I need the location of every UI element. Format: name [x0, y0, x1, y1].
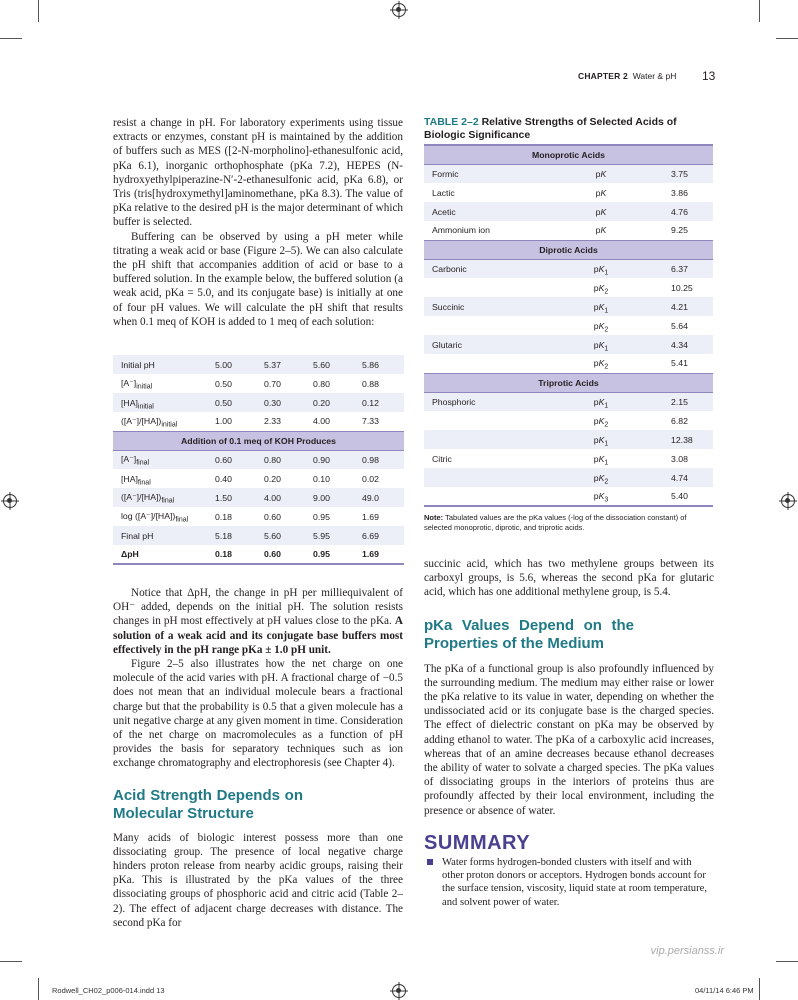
pk-label: $pK_2$ [539, 278, 663, 297]
table-row [113, 393, 404, 412]
bullet-square-icon [427, 859, 433, 865]
pk-value: 4.74 [663, 468, 713, 487]
table-label: TABLE 2–2 [424, 116, 479, 128]
paragraph: Figure 2–5 also illustrates how the net charge on one molecule of the acid varies with pH. A fractional charge of −0.5 does not mean that an individual molecule bears a fractional charge but that the probability is 0.5 that a given molecule has a unit negative charge at any given moment in time. Consideration of the net charge on macromolecules as a function of pH provides the basis for separatory techniques such as ion exchange chromatography and electrophoresis (see Chapter 4). [113, 658, 403, 770]
pk-label: $pK_2$ [539, 411, 663, 430]
table-cell: 5.00 [207, 355, 256, 374]
table-cell: 5.18 [207, 526, 256, 545]
pk-value: 4.34 [663, 335, 713, 354]
pk-label: $pK_1$ [539, 430, 663, 449]
pk-value: 6.82 [663, 411, 713, 430]
table-cell: 0.50 [207, 374, 256, 393]
paragraph: Many acids of biologic interest possess more than one dissociating group. The presence of local negative charge hinders proton release from nearby acidic groups, raising their pKa. This is illustrated by the pKa values of the three dissociating groups of phosphoric acid and citric acid (Table 2–2). The effect of adjacent charge decreases with distance. The second pKa for [113, 831, 403, 929]
table-row [424, 335, 713, 354]
table-row [113, 450, 404, 469]
acid-name: Carbonic [424, 259, 539, 278]
pk-value: 4.21 [663, 297, 713, 316]
acid-name: Formic [424, 164, 539, 183]
table-row [424, 487, 713, 506]
summary-heading: SUMMARY [424, 831, 531, 854]
table-cell: 0.18 [207, 545, 256, 564]
acid-strength-table [424, 144, 713, 507]
acid-name [424, 468, 539, 487]
table-cell: 1.69 [354, 545, 404, 564]
pk-label: $pK_3$ [539, 487, 663, 506]
table-row [424, 430, 713, 449]
acid-name [424, 411, 539, 430]
pk-value: 3.86 [663, 183, 713, 202]
row-label: $[HA]_{final}$ [113, 469, 207, 488]
table-cell: 49.0 [354, 488, 404, 507]
crop-mark [38, 0, 39, 22]
table-cell: 6.69 [354, 526, 404, 545]
row-label: $([A^-]/[HA])_{final}$ [113, 488, 207, 507]
acid-name: Glutaric [424, 335, 539, 354]
acid-name: Lactic [424, 183, 539, 202]
table-cell: 0.60 [256, 545, 305, 564]
pk-value: 2.15 [663, 392, 713, 411]
table-row [424, 354, 713, 373]
table-row [424, 259, 713, 278]
table-cell: 0.30 [256, 393, 305, 412]
pk-value: 10.25 [663, 278, 713, 297]
table-row [424, 297, 713, 316]
chapter-label: CHAPTER 2 [578, 71, 628, 81]
table-cell: 4.00 [256, 488, 305, 507]
pk-value: 5.40 [663, 487, 713, 506]
pk-value: 3.08 [663, 449, 713, 468]
table-cell: 0.18 [207, 507, 256, 526]
table-cell: 2.33 [256, 412, 305, 431]
table-cell: 7.33 [354, 412, 404, 431]
pk-value: 6.37 [663, 259, 713, 278]
crop-mark [38, 978, 39, 1000]
table-2-2-title [424, 116, 714, 142]
table-cell: 0.98 [354, 450, 404, 469]
pk-label: pK [539, 202, 663, 221]
table-cell: 0.12 [354, 393, 404, 412]
table-row [113, 469, 404, 488]
table-cell: 5.60 [305, 355, 354, 374]
acid-name [424, 487, 539, 506]
pk-label: pK [539, 221, 663, 240]
table-cell: 0.60 [207, 450, 256, 469]
crop-mark [759, 978, 760, 1000]
pk-label: $pK_2$ [539, 316, 663, 335]
pk-label: $pK_1$ [539, 335, 663, 354]
right-column [424, 557, 714, 909]
table-row [424, 316, 713, 335]
table-row [424, 221, 713, 240]
pk-label: $pK_1$ [539, 392, 663, 411]
pk-label: $pK_1$ [539, 259, 663, 278]
note-label: Note: [424, 513, 444, 522]
table-row [113, 355, 404, 374]
table-title-text: Relative Strengths of Selected Acids of Biologic Significance [424, 116, 677, 141]
crop-mark [776, 38, 798, 39]
table-cell: 9.00 [305, 488, 354, 507]
paragraph: succinic acid, which has two methylene groups between its carboxyl groups, is 5.6, whereas the second pKa for glutaric acid, which has one additional methylene group, is 5.4. [424, 558, 714, 599]
row-label: $([A^-]/[HA])_{initial}$ [113, 412, 207, 431]
table-cell: 0.60 [256, 507, 305, 526]
pk-value: 3.75 [663, 164, 713, 183]
registration-mark-icon [3, 494, 17, 508]
running-head [578, 71, 676, 81]
crop-mark [0, 961, 22, 962]
table-cell: 0.95 [305, 507, 354, 526]
paragraph: Buffering can be observed by using a pH meter while titrating a weak acid or base (Figure 2–5). We can also calculate the pH shift that accompanies addition of acid or base to a buffered solution. In the example below, the buffered solution (a weak acid, pKa = 5.0, and its conjugate base) is initially at one of four pH values. We will calculate the pH shift that results when 0.1 meq of KOH is added to 1 meq of each solution: [113, 230, 403, 328]
table-cell: 0.20 [305, 393, 354, 412]
table-row [113, 507, 404, 526]
table-row [113, 412, 404, 431]
table-cell: 5.95 [305, 526, 354, 545]
crop-mark [0, 38, 22, 39]
acid-name: Succinic [424, 297, 539, 316]
table-row [424, 164, 713, 183]
row-label: Initial pH [113, 355, 207, 374]
table-cell: 4.00 [305, 412, 354, 431]
table-cell: 0.88 [354, 374, 404, 393]
table-row [113, 488, 404, 507]
table-row [424, 449, 713, 468]
table-cell: 5.60 [256, 526, 305, 545]
pk-label: $pK_1$ [539, 297, 663, 316]
acid-name [424, 278, 539, 297]
table-cell: 0.10 [305, 469, 354, 488]
acid-name [424, 430, 539, 449]
registration-mark-icon [392, 984, 406, 998]
table-cell: 0.95 [305, 545, 354, 564]
crop-mark [759, 0, 760, 22]
pk-label: $pK_2$ [539, 468, 663, 487]
row-label: Final pH [113, 526, 207, 545]
page-number: 13 [702, 69, 716, 83]
row-label: $[A^-]_{final}$ [113, 450, 207, 469]
note-text: Tabulated values are the pKa values (-log of the dissociation constant) of selected monoprotic, diprotic, and triprotic acids. [424, 513, 687, 532]
pk-value: 12.38 [663, 430, 713, 449]
acid-name [424, 316, 539, 335]
table-row [424, 468, 713, 487]
left-column-top [113, 116, 403, 329]
row-label: ΔpH [113, 545, 207, 564]
bullet-text: Water forms hydrogen-bonded clusters with itself and with other proton donors or acceptors. Hydrogen bonds account for the surface tension, viscosity, liquid state at room temperature, and solvent power of water. [442, 857, 707, 908]
slug-left: Rodwell_CH02_p006-014.indd 13 [52, 986, 165, 995]
registration-mark-icon [781, 494, 795, 508]
slug-right: 04/11/14 6:46 PM [695, 986, 754, 995]
acid-name: Citric [424, 449, 539, 468]
table-band: Diprotic Acids [424, 240, 713, 259]
table-band: Monoprotic Acids [424, 145, 713, 164]
row-label: $[HA]_{initial}$ [113, 393, 207, 412]
row-label: $\log ([A^-]/[HA])_{final}$ [113, 507, 207, 526]
pk-value: 5.41 [663, 354, 713, 373]
buffer-shift-table [113, 355, 404, 565]
table-cell: 1.69 [354, 507, 404, 526]
acid-name: Phosphoric [424, 392, 539, 411]
pk-value: 5.64 [663, 316, 713, 335]
registration-mark-icon [392, 3, 406, 17]
paragraph: resist a change in pH. For laboratory experiments using tissue extracts or enzymes, constant pH is maintained by the addition of buffers such as MES ([2-N-morpholino]-ethanesulfonic acid, pKa 6.1), inorganic orthophosphate (pKa 7.2), HEPES (N-hydroxyethylpiperazine-N′-2-ethanesulfonic acid, pKa 6.8), or Tris (tris[hydroxymethyl]aminomethane, pKa 8.3). The value of pKa relative to the desired pH is the major determinant of which buffer is selected. [113, 117, 403, 229]
watermark: vip.persianss.ir [650, 945, 724, 957]
row-label: $[A^-]_{initial}$ [113, 374, 207, 393]
table-cell: 0.50 [207, 393, 256, 412]
table-band: Addition of 0.1 meq of KOH Produces [113, 431, 404, 450]
pk-label: $pK_1$ [539, 449, 663, 468]
table-cell: 0.80 [305, 374, 354, 393]
section-heading: Acid Strength Depends on Molecular Structure [113, 786, 303, 822]
table-note [424, 513, 713, 533]
paragraph-text: Notice that ΔpH, the change in pH per milliequivalent of OH⁻ added, depends on the initial pH. The solution resists changes in pH most effectively at pH values close to the pKa. [113, 587, 403, 628]
table-row [113, 374, 404, 393]
table-band: Triprotic Acids [424, 373, 713, 392]
table-cell: 5.86 [354, 355, 404, 374]
table-cell: 1.50 [207, 488, 256, 507]
table-cell: 0.80 [256, 450, 305, 469]
table-cell: 0.90 [305, 450, 354, 469]
acid-name [424, 354, 539, 373]
table-row [424, 278, 713, 297]
table-row [424, 183, 713, 202]
table-cell: 1.00 [207, 412, 256, 431]
acid-name: Ammonium ion [424, 221, 539, 240]
summary-bullet [424, 856, 714, 909]
pk-label: $pK_2$ [539, 354, 663, 373]
table-row [424, 411, 713, 430]
section-heading: pKa Values Depend on the Properties of the Medium [424, 616, 634, 652]
table-cell: 0.20 [256, 469, 305, 488]
chapter-title: Water & pH [632, 71, 677, 81]
table-cell: 0.02 [354, 469, 404, 488]
paragraph: The pKa of a functional group is also profoundly influenced by the surrounding medium. The medium may either raise or lower the pKa relative to its value in water, depending on whether the undissociated acid or its conjugate base is the charged species. The effect of dielectric constant on pKa may be observed by adding ethanol to water. The pKa of a carboxylic acid increases, whereas that of an amine decreases because ethanol decreases the ability of water to solvate a charged species. The pKa values of dissociating groups in the interiors of proteins thus are profoundly affected by their local environment, including the presence or absence of water. [424, 662, 714, 817]
pk-label: pK [539, 183, 663, 202]
pk-value: 4.76 [663, 202, 713, 221]
table-cell: 0.70 [256, 374, 305, 393]
crop-mark [776, 961, 798, 962]
table-cell: 5.37 [256, 355, 305, 374]
acid-name: Acetic [424, 202, 539, 221]
table-row [113, 526, 404, 545]
paragraph [113, 586, 403, 657]
table-row [424, 392, 713, 411]
table-row [113, 545, 404, 564]
left-column-bottom [113, 586, 403, 930]
emphasis-text: A solution of a weak acid and its conjugate base buffers most effectively in the pH range pKa ± 1.0 pH unit. [113, 615, 403, 656]
table-cell: 0.40 [207, 469, 256, 488]
pk-value: 9.25 [663, 221, 713, 240]
table-row [424, 202, 713, 221]
pk-label: pK [539, 164, 663, 183]
